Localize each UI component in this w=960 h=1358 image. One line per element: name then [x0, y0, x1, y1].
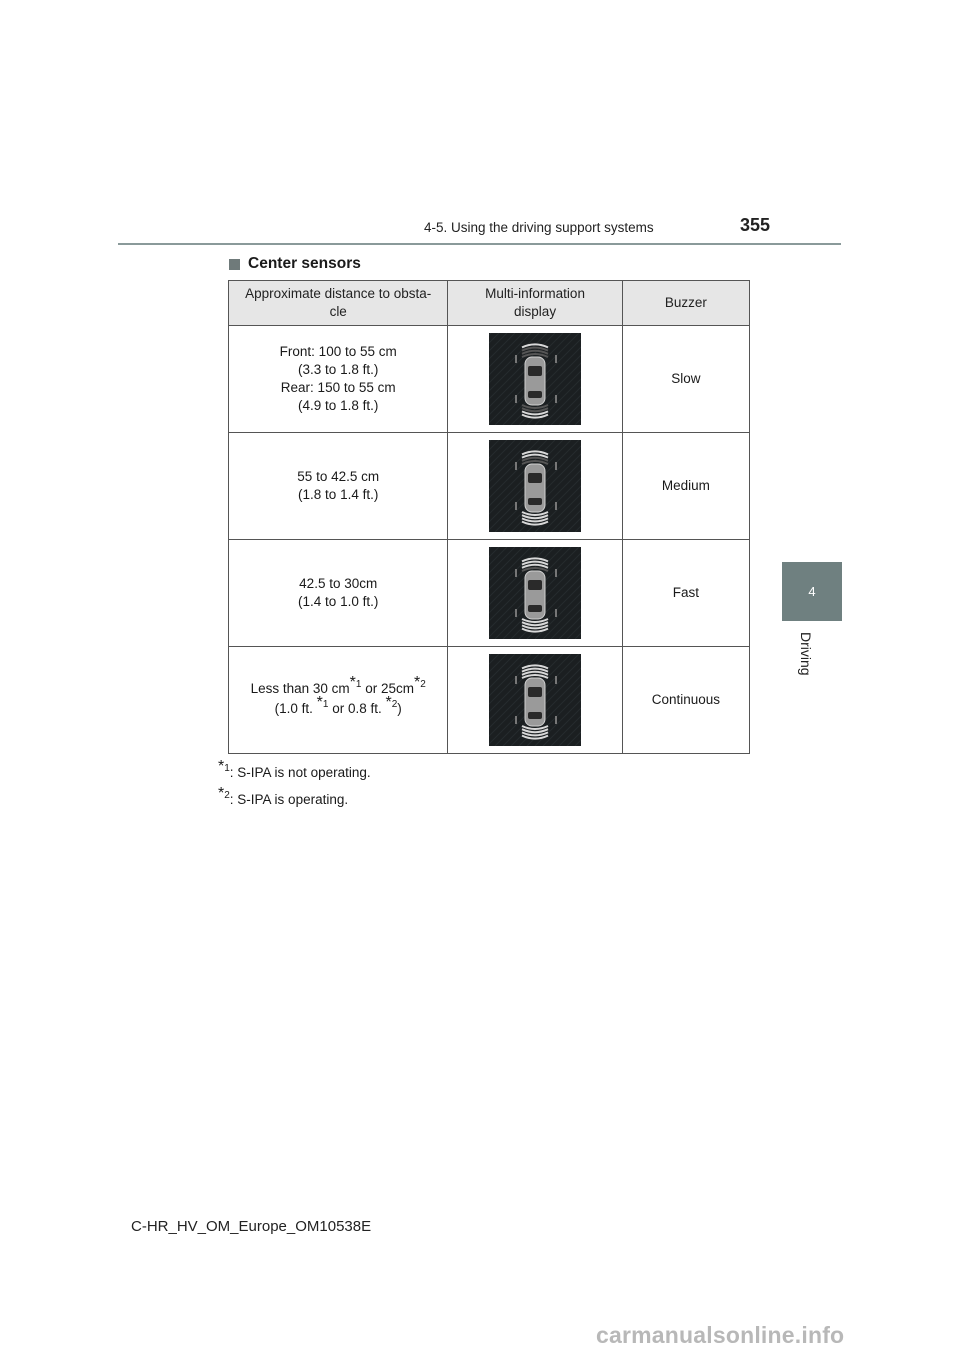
car-parking-sensor-display-icon	[489, 654, 581, 746]
distance-cell: Front: 100 to 55 cm (3.3 to 1.8 ft.) Rear: 150 to 55 cm (4.9 to 1.8 ft.)	[229, 326, 448, 433]
buzzer-cell: Medium	[622, 433, 749, 540]
corner-sensor-segment	[555, 569, 557, 577]
corner-sensor-segment	[515, 676, 517, 684]
footnote-2: $^{*2}$: S-IPA is operating.	[218, 785, 349, 807]
table-row	[229, 326, 750, 433]
chapter-number: 4	[808, 584, 816, 599]
corner-sensor-segment	[515, 609, 517, 617]
display-cell	[448, 647, 622, 754]
corner-sensor-segment	[555, 502, 557, 510]
distance-cell: Less than 30 $cm^{*1}$ or $25cm^{*2}$ (1.0 ft. $^{*1}$ or 0.8 ft. $^{*2}$)	[229, 647, 448, 754]
car-rear-window-icon	[528, 391, 542, 398]
buzzer-cell: Continuous	[622, 647, 749, 754]
corner-sensor-segment	[555, 676, 557, 684]
car-rear-window-icon	[528, 712, 542, 719]
car-parking-sensor-display-icon	[489, 440, 581, 532]
car-rear-window-icon	[528, 605, 542, 612]
corner-sensor-segment	[515, 355, 517, 363]
car-windshield-icon	[528, 366, 542, 376]
heading-square-icon	[229, 259, 240, 270]
car-windshield-icon	[528, 580, 542, 590]
corner-sensor-segment	[555, 355, 557, 363]
corner-sensor-segment	[515, 716, 517, 724]
corner-sensor-segment	[515, 395, 517, 403]
buzzer-cell: Fast	[622, 540, 749, 647]
display-cell	[448, 433, 622, 540]
car-parking-sensor-display-icon	[489, 547, 581, 639]
corner-sensor-segment	[555, 395, 557, 403]
car-windshield-icon	[528, 473, 542, 483]
table-header-row	[229, 281, 750, 326]
page-number: 355	[740, 215, 771, 235]
display-cell	[448, 540, 622, 647]
chapter-tab	[782, 562, 842, 621]
buzzer-cell: Slow	[622, 326, 749, 433]
header-distance: Approximate distance to obsta- cle	[229, 281, 448, 326]
corner-sensor-segment	[515, 569, 517, 577]
car-windshield-icon	[528, 687, 542, 697]
table-row	[229, 647, 750, 754]
header-section-title: 4-5. Using the driving support systems	[424, 220, 654, 235]
distance-cell: 42.5 to 30cm (1.4 to 1.0 ft.)	[229, 540, 448, 647]
chapter-label-text: Driving	[798, 632, 814, 676]
footnote-1: $^{*1}$: S-IPA is not operating.	[218, 758, 371, 780]
section-heading	[229, 255, 361, 273]
corner-sensor-segment	[515, 462, 517, 470]
header-divider	[118, 243, 841, 245]
document-code: C-HR_HV_OM_Europe_OM10538E	[131, 1218, 372, 1235]
corner-sensor-segment	[515, 502, 517, 510]
car-parking-sensor-display-icon	[489, 333, 581, 425]
corner-sensor-segment	[555, 716, 557, 724]
table-row	[229, 433, 750, 540]
header-display: Multi-information display	[448, 281, 622, 326]
corner-sensor-segment	[555, 609, 557, 617]
table-row	[229, 540, 750, 647]
distance-cell: 55 to 42.5 cm (1.8 to 1.4 ft.)	[229, 433, 448, 540]
corner-sensor-segment	[555, 462, 557, 470]
watermark: carmanualsonline.info	[596, 1322, 845, 1348]
chapter-label	[800, 632, 820, 692]
header-buzzer: Buzzer	[622, 281, 749, 326]
section-heading-text: Center sensors	[248, 255, 361, 272]
display-cell	[448, 326, 622, 433]
car-rear-window-icon	[528, 498, 542, 505]
center-sensors-table	[228, 280, 750, 754]
